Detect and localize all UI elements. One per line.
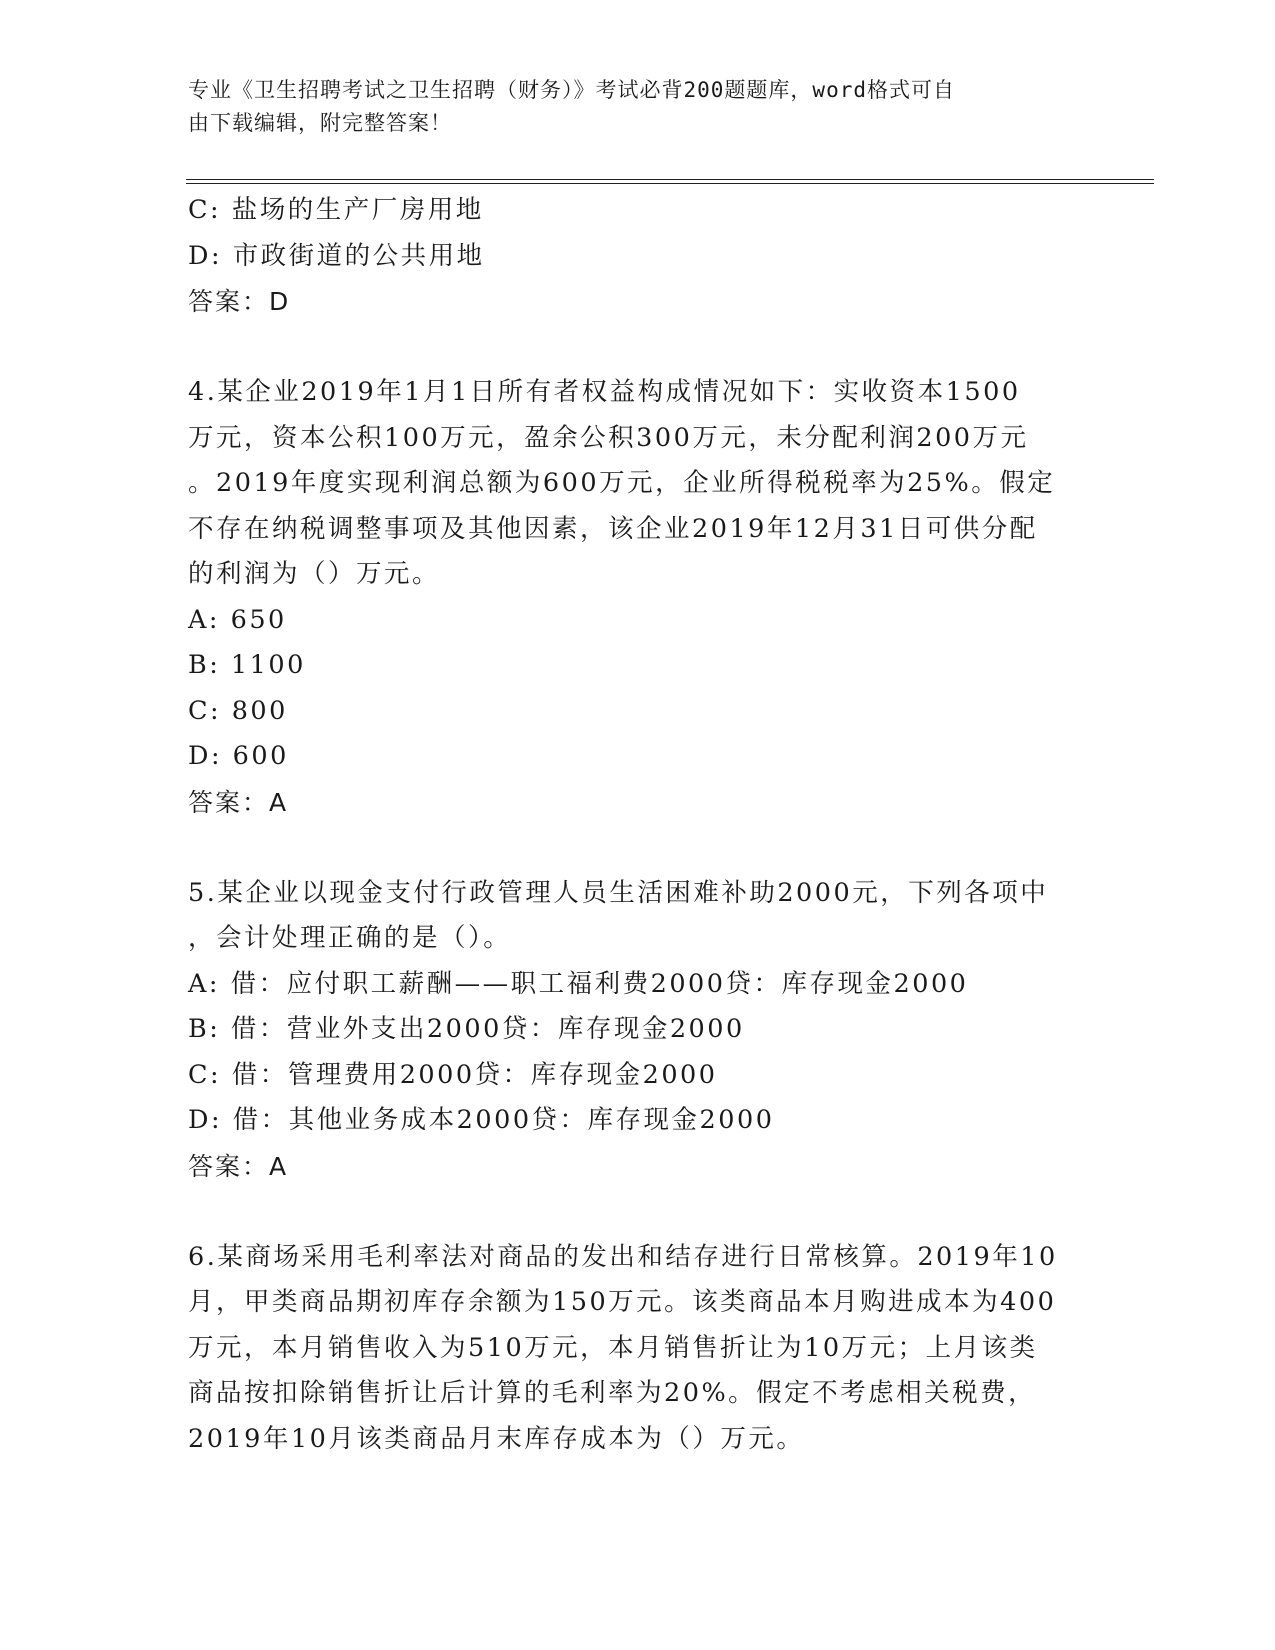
header-rule-top (186, 179, 1154, 180)
question-stem-line: 4.某企业2019年1月1日所有者权益构成情况如下：实收资本1500 (188, 377, 1021, 407)
question-stem-line: 月，甲类商品期初库存余额为150万元。该类商品本月购进成本为400 (188, 1287, 1057, 1317)
option-d: D: 借：其他业务成本2000贷：库存现金2000 (188, 1105, 775, 1135)
question-stem-line: 。2019年度实现利润总额为600万元，企业所得税税率为25%。假定 (188, 468, 1056, 498)
question-stem-line: 万元，资本公积100万元，盈余公积300万元，未分配利润200万元 (188, 422, 1029, 453)
question-stem-line: 商品按扣除销售折让后计算的毛利率为20%。假定不考虑相关税费， (188, 1378, 1037, 1408)
question-stem-line: 不存在纳税调整事项及其他因素，该企业2019年12月31日可供分配 (188, 513, 1038, 544)
option-d: D: 市政街道的公共用地 (188, 240, 485, 271)
header-line-2: 由下载编辑，附完整答案！ (188, 111, 452, 135)
header-line-1: 专业《卫生招聘考试之卫生招聘（财务）》考试必背200题题库，word格式可自 (188, 78, 955, 102)
option-c: C: 800 (188, 695, 288, 726)
spacer (188, 325, 1088, 371)
option-c: C: 借：管理费用2000贷：库存现金2000 (188, 1059, 718, 1090)
question-stem-line: 的利润为（）万元。 (188, 559, 441, 589)
spacer (188, 825, 1088, 871)
question-stem-line: 5.某企业以现金支付行政管理人员生活困难补助2000元，下列各项中 (188, 877, 1049, 908)
document-body (188, 188, 1088, 1462)
option-c: C: 盐场的生产厂房用地 (188, 195, 484, 225)
answer: 答案：D (188, 287, 291, 316)
option-a: A: 650 (188, 604, 287, 635)
header-rule-bottom (186, 183, 1154, 184)
question-stem-line: ，会计处理正确的是（）。 (188, 923, 512, 953)
question-3 (188, 188, 1088, 325)
question-stem-line: 2019年10月该类商品月末库存成本为（）万元。 (188, 1423, 805, 1454)
question-stem-line: 6.某商场采用毛利率法对商品的发出和结存进行日常核算。2019年10 (188, 1241, 1058, 1272)
option-b: B: 借：营业外支出2000贷：库存现金2000 (188, 1014, 745, 1044)
option-d: D: 600 (188, 741, 289, 771)
answer: 答案：A (188, 1151, 289, 1181)
question-stem-line: 万元，本月销售收入为510万元，本月销售折让为10万元；上月该类 (188, 1332, 1038, 1363)
document-header (188, 74, 1068, 140)
option-a: A: 借：应付职工薪酬——职工福利费2000贷：库存现金2000 (188, 968, 969, 999)
spacer (188, 1189, 1088, 1235)
question-4 (188, 370, 1088, 825)
option-b: B: 1100 (188, 650, 306, 680)
answer: 答案：A (188, 787, 289, 817)
question-6 (188, 1235, 1088, 1463)
question-5 (188, 871, 1088, 1190)
